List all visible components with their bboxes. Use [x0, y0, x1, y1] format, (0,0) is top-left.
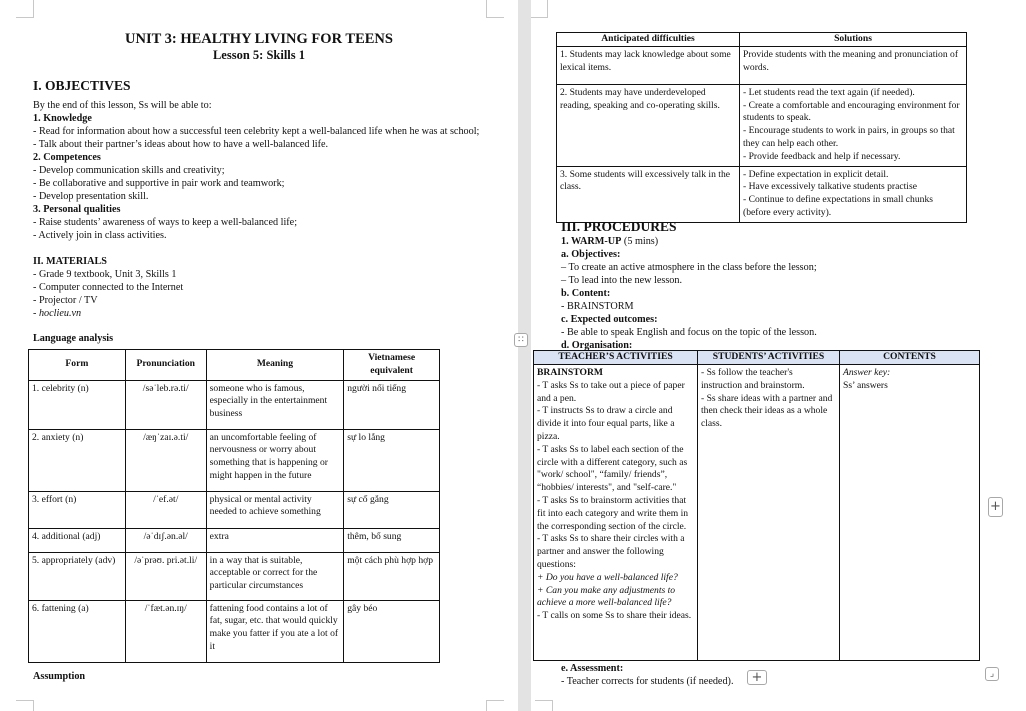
bullet: -: [33, 308, 39, 319]
objectives-heading: I. OBJECTIVES: [33, 78, 131, 93]
solution-line: - Continue to define expectations in small chunks (before every activity).: [743, 194, 933, 218]
organisation-label: d. Organisation:: [561, 340, 633, 351]
col-header-contents: CONTENTS: [840, 351, 980, 365]
table-row: [29, 528, 440, 552]
col-header-difficulties: Anticipated difficulties: [557, 33, 740, 47]
add-row-button[interactable]: +: [747, 670, 767, 685]
cell-vietnamese: thêm, bổ sung: [344, 528, 440, 552]
cell-pronunciation: /æŋˈzaɪ.ə.ti/: [125, 429, 206, 491]
knowledge-item: - Talk about their partner’s ideas about how to have a well-balanced life.: [33, 139, 329, 150]
table-row: [29, 491, 440, 528]
materials-heading: II. MATERIALS: [33, 256, 107, 267]
competence-item: - Be collaborative and supportive in pair work and teamwork;: [33, 178, 285, 189]
material-item: - Projector / TV: [33, 295, 98, 306]
table-move-handle-icon[interactable]: ∷: [514, 333, 528, 347]
objective-item: – To create an active atmosphere in the class before the lesson;: [561, 262, 817, 273]
cell-pronunciation: /səˈleb.rə.ti/: [125, 380, 206, 429]
cell-vietnamese: người nổi tiếng: [344, 380, 440, 429]
cell-form: 3. effort (n): [29, 491, 126, 528]
student-step: - Ss follow the teacher's instruction and brainstorm.: [701, 367, 805, 391]
material-item: - Computer connected to the Internet: [33, 282, 184, 293]
warmup-duration: (5 mins): [621, 236, 659, 247]
cell-solutions: [740, 166, 967, 222]
margin-corner-mark: [535, 700, 553, 711]
solution-line: - Encourage students to work in pairs, in groups so that they can help each other.: [743, 125, 955, 149]
teacher-step: - T instructs Ss to draw a circle and divide it into four equal parts, like a pizza.: [537, 405, 675, 442]
cell-meaning: someone who is famous, especially in the entertainment business: [206, 380, 344, 429]
qualities-heading: 3. Personal qualities: [33, 204, 121, 215]
competences-heading: 2. Competences: [33, 152, 101, 163]
cell-form: 1. celebrity (n): [29, 380, 126, 429]
objectives-label: a. Objectives:: [561, 249, 621, 260]
teacher-step: - T calls on some Ss to share their ideas.: [537, 610, 692, 622]
col-header-vietnamese: Vietnamese equivalent: [344, 350, 440, 381]
table-row: [29, 600, 440, 662]
competence-item: - Develop communication skills and creativity;: [33, 165, 225, 176]
cell-students-activities: [698, 365, 840, 661]
table-header-row: [29, 350, 440, 381]
margin-corner-mark: [16, 0, 34, 18]
cell-difficulty: 1. Students may lack knowledge about some lexical items.: [557, 46, 740, 84]
cell-difficulty: 2. Students may have underdeveloped reading, speaking and co-operating skills.: [557, 84, 740, 166]
cell-form: 6. fattening (a): [29, 600, 126, 662]
assessment-label: e. Assessment:: [561, 663, 624, 674]
col-header-pronunciation: Pronunciation: [125, 350, 206, 381]
knowledge-item: - Read for information about how a successful teen celebrity kept a well-balanced life when he was at school;: [33, 126, 480, 137]
cell-vietnamese: gây béo: [344, 600, 440, 662]
table-row: [534, 365, 980, 661]
material-item-link: [33, 307, 81, 320]
content-item: - BRAINSTORM: [561, 301, 634, 312]
cell-pronunciation: /ˈef.ət/: [125, 491, 206, 528]
cell-difficulty: 3. Some students will excessively talk in the class.: [557, 166, 740, 222]
col-header-meaning: Meaning: [206, 350, 344, 381]
cell-pronunciation: /əˈprəʊ. pri.ət.li/: [125, 552, 206, 600]
teacher-step: - T asks Ss to take out a piece of paper and a pen.: [537, 379, 685, 404]
cell-vietnamese: một cách phù hợp hợp: [344, 552, 440, 600]
cell-meaning: extra: [206, 528, 344, 552]
assessment-item: - Teacher corrects for students (if needed).: [561, 676, 734, 687]
outcomes-item: - Be able to speak English and focus on the topic of the lesson.: [561, 327, 817, 338]
cell-contents: [840, 365, 980, 661]
col-header-students: STUDENTS’ ACTIVITIES: [698, 351, 840, 365]
cell-meaning: in a way that is suitable, acceptable or correct for the particular circumstances: [206, 552, 344, 600]
solution-line: - Let students read the text again (if needed).: [743, 86, 915, 98]
hoclieu-link[interactable]: hoclieu.vn: [38, 308, 82, 319]
language-analysis-table: [28, 349, 440, 663]
cell-form: 5. appropriately (adv): [29, 552, 126, 600]
margin-corner-mark: [16, 700, 34, 711]
answer-key-label: Answer key:: [843, 367, 891, 378]
table-row: [557, 84, 967, 166]
col-header-solutions: Solutions: [740, 33, 967, 47]
margin-corner-mark: [531, 0, 548, 18]
answer-key-value: Ss’ answers: [843, 379, 888, 391]
cell-solutions: [740, 46, 967, 84]
discussion-question: + Do you have a well-balanced life?: [537, 571, 678, 583]
quality-item: - Raise students’ awareness of ways to keep a well-balanced life;: [33, 217, 298, 228]
table-row: [29, 380, 440, 429]
objectives-intro: By the end of this lesson, Ss will be able to:: [33, 100, 212, 111]
table-row: [557, 166, 967, 222]
document-title: UNIT 3: HEALTHY LIVING FOR TEENS: [125, 31, 393, 47]
quality-item: - Actively join in class activities.: [33, 230, 167, 241]
add-column-button[interactable]: +: [988, 497, 1003, 517]
assumption-heading: Assumption: [33, 671, 86, 682]
cell-teacher-activities: [534, 365, 698, 661]
activity-title: BRAINSTORM: [537, 367, 603, 378]
table-row: [29, 552, 440, 600]
difficulties-table: [556, 32, 967, 223]
cell-vietnamese: sự lo lắng: [344, 429, 440, 491]
margin-corner-mark: [486, 0, 504, 18]
solution-line: - Have excessively talkative students practise: [743, 181, 917, 193]
objective-item: – To lead into the new lesson.: [561, 275, 683, 286]
procedures-heading: III. PROCEDURES: [561, 219, 677, 234]
student-step: - Ss share ideas with a partner and then check their ideas as a whole class.: [701, 392, 833, 430]
teacher-step: - T asks Ss to brainstorm activities that fit into each category and write them in the corresponding section of the circle.: [537, 494, 689, 532]
discussion-question: + Can you make any adjustments to achieve a more well-balanced life?: [537, 584, 676, 609]
language-analysis-heading: Language analysis: [33, 333, 114, 344]
content-label: b. Content:: [561, 288, 611, 299]
table-resize-handle-icon[interactable]: ⌟: [985, 667, 999, 681]
cell-form: 2. anxiety (n): [29, 429, 126, 491]
page-gutter: [518, 0, 531, 711]
teacher-step: - T asks Ss to label each section of the circle with a different category, such as "work/ school", “family/ friends”, “hobbies/ interests", and "self-care.": [537, 443, 688, 494]
cell-pronunciation: /əˈdɪʃ.ən.əl/: [125, 528, 206, 552]
cell-meaning: physical or mental activity needed to achieve something: [206, 491, 344, 528]
col-header-form: Form: [29, 350, 126, 381]
table-row: [557, 46, 967, 84]
solution-line: - Define expectation in explicit detail.: [743, 168, 889, 180]
cell-solutions: [740, 84, 967, 166]
material-item: - Grade 9 textbook, Unit 3, Skills 1: [33, 269, 177, 280]
cell-meaning: fattening food contains a lot of fat, sugar, etc. that would quickly make you fatter if you ate a lot of it: [206, 600, 344, 662]
table-header-row: [534, 351, 980, 365]
col-header-teacher: TEACHER’S ACTIVITIES: [534, 351, 698, 365]
competence-item: - Develop presentation skill.: [33, 191, 149, 202]
solution-line: Provide students with the meaning and pronunciation of words.: [743, 48, 959, 73]
solution-line: - Provide feedback and help if necessary.: [743, 150, 901, 162]
teacher-step: - T asks Ss to share their circles with a partner and answer the following questions:: [537, 533, 685, 570]
document-subtitle: Lesson 5: Skills 1: [212, 48, 306, 62]
margin-corner-mark: [486, 700, 504, 711]
cell-pronunciation: /ˈfæt.ən.ɪŋ/: [125, 600, 206, 662]
procedures-table: [533, 350, 980, 661]
table-row: [29, 429, 440, 491]
warmup-title: 1. WARM-UP: [561, 236, 622, 247]
cell-form: 4. additional (adj): [29, 528, 126, 552]
outcomes-label: c. Expected outcomes:: [561, 314, 658, 325]
solution-line: - Create a comfortable and encouraging environment for students to speak.: [743, 99, 960, 124]
cell-vietnamese: sự cố gắng: [344, 491, 440, 528]
table-header-row: [557, 33, 967, 47]
knowledge-heading: 1. Knowledge: [33, 113, 92, 124]
warmup-heading: [561, 235, 658, 248]
cell-meaning: an uncomfortable feeling of nervousness or worry about something that is happening or might happen in the future: [206, 429, 344, 491]
